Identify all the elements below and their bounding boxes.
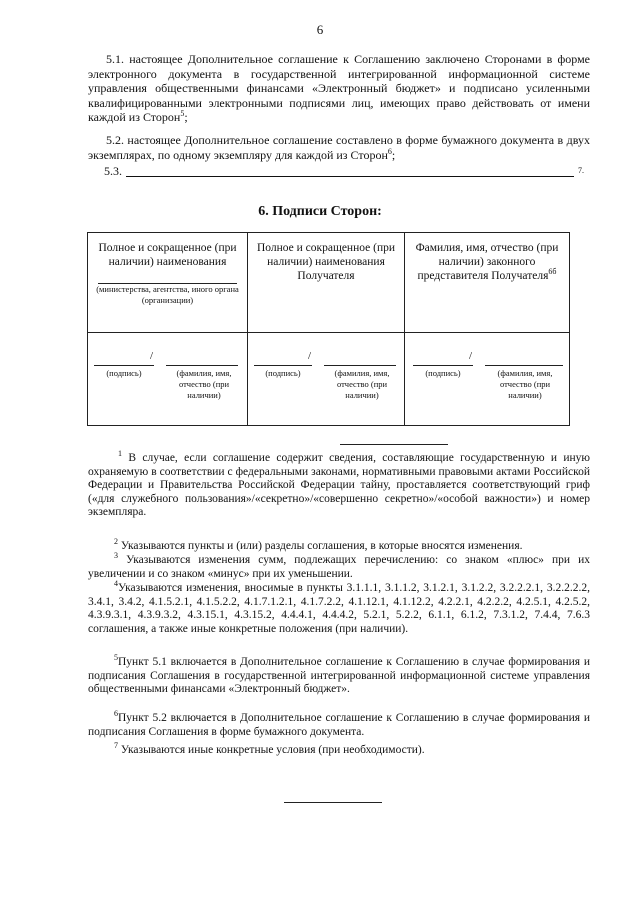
footnote-ref-5[interactable]: 5 [180, 109, 185, 118]
name-caption: (фамилия, имя, отчество (при наличии) [176, 368, 232, 400]
end-separator [284, 802, 382, 803]
slash: / [150, 350, 154, 362]
signature-block-representative [405, 333, 570, 426]
clause-5-3: 5.3. 7. [104, 164, 584, 178]
signature-block-recipient [248, 333, 405, 426]
footnote-7: $^7$ Указываются иные конкретные условия (при необходимости). [114, 741, 425, 756]
signature-cell-recipient [248, 233, 405, 333]
footnote-ref-6b[interactable]: 6б [548, 267, 557, 277]
name-line [485, 365, 563, 366]
recipient-name-header: Полное и сокращенное (при наличии) наименования Получателя [256, 242, 396, 282]
signature-block-party [88, 333, 248, 426]
slash: / [308, 350, 312, 362]
clause-5-3-blank-line [126, 176, 574, 177]
slash: / [469, 350, 473, 362]
signature-caption: (подпись) [265, 368, 301, 378]
footnote-ref-6[interactable]: 6 [387, 146, 392, 156]
footnote-separator [340, 444, 448, 445]
footnote-ref-7[interactable]: 7. [578, 166, 584, 175]
name-caption: (фамилия, имя, отчество (при наличии) [497, 368, 553, 400]
name-caption: (фамилия, имя, отчество (при наличии) [334, 368, 390, 400]
footnote-2: $^2$ Указываются пункты и (или) разделы соглашения, в которые вносятся изменения. [114, 537, 523, 552]
party-name-header: Полное и сокращенное (при наличии) наименования [98, 242, 237, 268]
signature-cell-representative [405, 233, 570, 333]
party-name-subcaption: (министерства, агентства, иного органа (организации) [96, 284, 239, 305]
signature-line [413, 365, 473, 366]
footnote-5: $^5$Пункт 5.1 включается в Дополнительное соглашение к Соглашению в случае формирования и подписания Соглашения в государственной интегрированной информационной системе управления общественными финансами «Электронный бюджет». [88, 653, 590, 695]
signature-line [94, 365, 154, 366]
signature-line [254, 365, 312, 366]
name-line [324, 365, 396, 366]
clause-5-2: 5.2. настоящее Дополнительное соглашение составлено в форме бумажного документа в двух экземплярах, по одному экземпляру для каждой из Сторон$^6$; [88, 133, 590, 162]
footnote-1: $^1$ В случае, если соглашение содержит сведения, составляющие государственную и иную охраняемую в соответствии с федеральными законами, нормативными правовыми актами Российской Федерации и Правительства Российской Федерации тайну, проставляется соответствующий гриф («для служебного пользования»/«секретно»/«совершенно секретно»/«особой важности») и номер экземпляра. [88, 449, 591, 518]
section-title: 6. Подписи Сторон: [258, 204, 382, 219]
signature-table [87, 232, 570, 426]
footnote-6: $^6$Пункт 5.2 включается в Дополнительное соглашение к Соглашению в случае формирования и подписания Соглашения в форме бумажного документа. [88, 709, 590, 738]
footnote-4: $^4$Указываются изменения, вносимые в пункты 3.1.1.1, 3.1.1.2, 3.1.2.1, 3.1.2.2, 3.2.2.2.1, 3.2.2.2.2, 3.4.1, 3.4.2, 4.1.5.2.1, 4.1.5.2.2, 4.1.7.1.2.1, 4.1.7.2.2, 4.1.12.1, 4.1.12.2, 4.2.2.1, 4.2.2.2, 4.2.5.1, 4.2.5.2, 4.3.9.3.1, 4.3.9.3.2, 4.3.15.1, 4.3.15.2, 4.4.4.1, 4.4.4.2, 5.2.1, 5.2.2, 6.1.1, 6.1.2, 7.3.1.2, 7.4.4, 7.6.3 соглашения, а также иные конкретные положения (при наличии). [88, 579, 590, 635]
name-line [166, 365, 238, 366]
clause-5-1: 5.1. настоящее Дополнительное соглашение к Соглашению заключено Сторонами в форме электронного документа в государственной интегрированной информационной системе управления общественными финансами «Электронный бюджет» и подписано усиленными квалифицированными электронными подписями лиц, имеющих право действовать от имени каждой из Сторон$^5$; [88, 52, 590, 124]
page-number: 6 [316, 22, 324, 37]
footnote-3: $^3$ Указываются изменения сумм, подлежащих перечислению: со знаком «плюс» при их увеличении и со знаком «минус» при их уменьшении. [88, 551, 590, 580]
signature-caption: (подпись) [425, 368, 461, 378]
signature-cell-party [88, 233, 248, 333]
representative-header: Фамилия, имя, отчество (при наличии) законного представителя Получателя$^{6б}$ [415, 242, 559, 282]
signature-caption: (подпись) [106, 368, 142, 378]
